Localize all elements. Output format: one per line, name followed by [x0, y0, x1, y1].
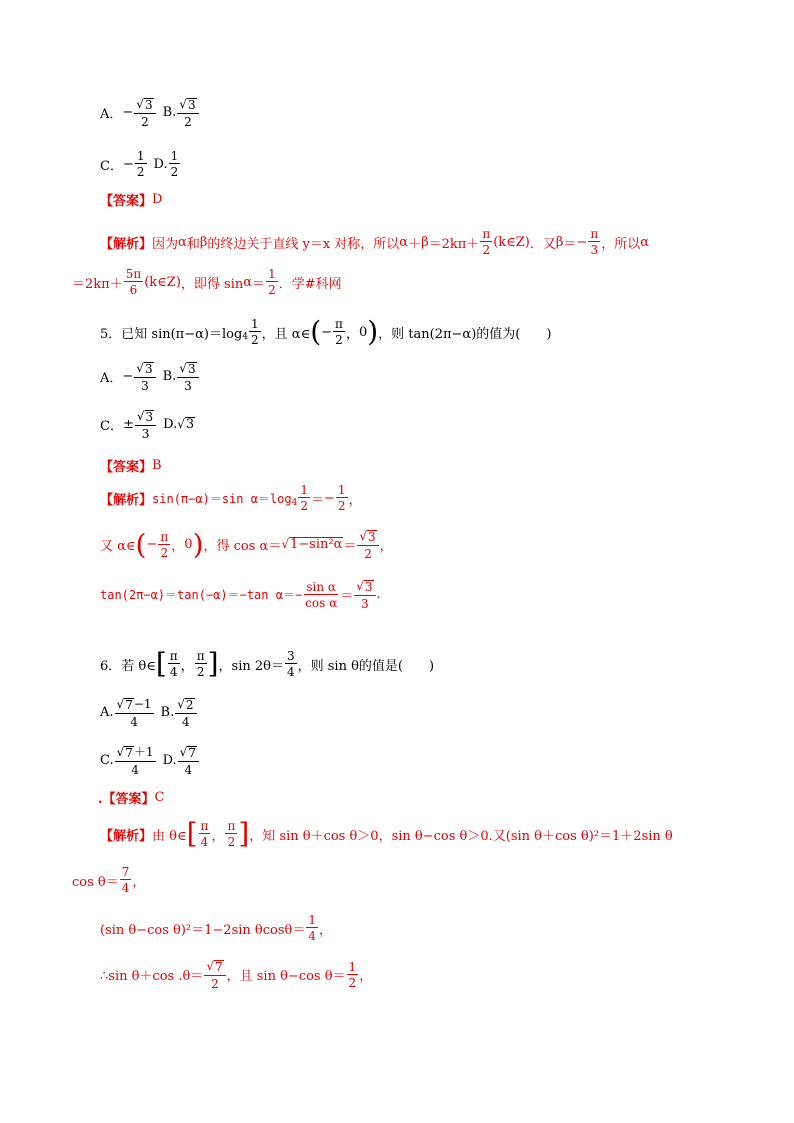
math-text: (k∈Z)	[493, 234, 530, 250]
math-text: 2	[185, 698, 194, 712]
fraction	[306, 914, 318, 942]
fraction	[199, 820, 211, 848]
q5-solution-line3	[100, 580, 381, 610]
math-text: 4	[121, 881, 130, 895]
math-text: 1−sin²α	[290, 537, 343, 553]
math-text: (sin θ−cos θ)²＝1−2sin θcosθ＝	[100, 922, 306, 938]
math-text: 2	[337, 499, 346, 513]
square-root: √ 3	[357, 530, 378, 546]
q5-options-cd	[100, 410, 195, 440]
math-text: 4	[169, 665, 178, 679]
math-text: A．	[100, 371, 123, 387]
math-text: ，	[345, 326, 359, 342]
math-text: −	[324, 490, 335, 506]
fraction	[168, 650, 180, 678]
math-text: (k∈Z)	[144, 274, 181, 290]
q4-options-ab	[100, 98, 200, 128]
math-text: −	[576, 234, 588, 250]
math-text: 和	[186, 236, 200, 252]
math-text: β	[421, 234, 429, 250]
q5-options-ab	[100, 362, 200, 392]
fraction	[124, 268, 144, 296]
fraction	[357, 530, 378, 560]
math-text: D	[152, 192, 163, 207]
q6-options-cd	[100, 746, 200, 776]
math-text: 的终边关于直线 y＝x 对称，所以	[207, 236, 400, 252]
fraction	[225, 820, 237, 848]
math-text: 2	[141, 114, 149, 129]
math-text: π	[482, 227, 491, 241]
fraction	[204, 960, 225, 990]
math-text: 0	[358, 324, 368, 340]
math-text: C．	[100, 158, 123, 174]
math-text: ，	[379, 539, 393, 555]
math-text: 2	[136, 165, 145, 179]
math-text: 7	[188, 746, 196, 760]
math-text: ，	[348, 492, 362, 508]
math-text: 2	[184, 114, 192, 129]
math-text: 7	[125, 698, 133, 712]
opt-b-label: B.	[162, 105, 177, 121]
math-text: 3	[144, 362, 153, 376]
math-text: A.	[100, 705, 114, 721]
math-text: 4	[286, 665, 295, 679]
math-text: ＝	[563, 236, 577, 252]
math-text: 3	[141, 426, 150, 441]
math-text: 1	[337, 483, 346, 497]
fraction	[169, 150, 181, 178]
math-text: .【答案】	[98, 792, 155, 807]
math-text: 4	[182, 714, 190, 729]
math-text: 6	[129, 283, 138, 297]
math-text: 4	[200, 835, 209, 849]
math-text: 3	[286, 649, 295, 663]
fraction	[195, 650, 207, 678]
math-text: ∴sin θ＋cos .θ＝	[100, 969, 204, 985]
math-text: 5．已知 sin(π−α)＝log	[100, 326, 243, 342]
math-text: (	[135, 528, 147, 562]
square-root: √ 3	[135, 410, 156, 426]
square-root: √ 7	[116, 745, 133, 760]
fraction	[177, 98, 198, 128]
square-root: √ 3	[177, 362, 198, 378]
math-text: D.	[153, 156, 168, 172]
math-text: 【答案】	[100, 194, 153, 209]
fraction	[303, 581, 339, 609]
math-text: sin α	[306, 579, 337, 594]
fraction	[120, 866, 132, 894]
math-text: ，	[319, 922, 333, 938]
math-text: −	[122, 369, 134, 385]
math-text: ，则 tan(2π−α)的值为( )	[378, 326, 552, 342]
math-text: 因为	[152, 236, 179, 252]
math-text: ，	[211, 828, 225, 844]
q6-solution-line3	[100, 914, 332, 942]
fraction	[336, 484, 348, 512]
square-root: √ 3	[134, 362, 155, 378]
math-text: 由 θ∈	[152, 828, 187, 844]
math-text: ]	[238, 817, 250, 851]
math-text: B.	[160, 705, 175, 721]
fraction	[158, 531, 170, 559]
math-text: ，	[132, 874, 146, 890]
math-text: .	[376, 587, 381, 603]
math-text: ]	[207, 647, 219, 681]
math-text: 7	[125, 746, 133, 760]
fraction	[480, 228, 492, 256]
math-text: C	[154, 790, 165, 805]
q4-solution-line1	[100, 228, 649, 256]
q6-solution-line2	[72, 866, 145, 894]
math-text: 【解析】	[100, 236, 153, 252]
math-text: 2	[482, 243, 491, 257]
math-text: 2	[227, 835, 236, 849]
q4-answer	[100, 190, 162, 209]
math-text: [	[155, 647, 167, 681]
math-text: )	[367, 315, 379, 349]
math-text: 4	[308, 929, 316, 943]
math-text: 2	[251, 333, 259, 347]
q5-solution-line1	[100, 484, 362, 512]
math-text: ，	[171, 539, 185, 555]
square-root: √ 1−sin²α	[281, 537, 343, 553]
math-text: π	[227, 819, 236, 833]
math-text: ±	[122, 417, 134, 433]
math-text: 4	[130, 714, 138, 729]
math-text: [	[186, 817, 198, 851]
math-text: ，	[180, 658, 194, 674]
q5-stem	[100, 315, 552, 349]
fraction	[135, 410, 156, 440]
math-text: cos α	[305, 595, 338, 610]
math-text: ，知 sin θ＋cos θ＞0，sin θ−cos θ＞0.又(sin θ＋cos θ)²＝1＋2sin θ	[249, 828, 673, 844]
math-text: cos θ＝	[72, 874, 119, 890]
math-text: 5π	[125, 267, 142, 281]
fraction	[177, 362, 198, 392]
math-text: 【解析】	[100, 492, 153, 508]
math-text: β	[199, 234, 208, 250]
fraction	[134, 98, 155, 128]
opt-a-label: A．	[100, 107, 123, 123]
math-text: tan(2π−α)＝tan(−α)＝−tan α＝−	[100, 588, 303, 603]
math-text: 又 α∈	[100, 539, 136, 555]
math-text: 2	[196, 665, 205, 679]
math-text: ，sin 2θ＝	[218, 658, 284, 674]
math-text: α	[178, 234, 187, 250]
fraction	[135, 150, 147, 178]
math-text: 2	[211, 976, 219, 991]
math-text: ＝2kπ＋	[428, 236, 480, 252]
math-text: 7	[214, 960, 223, 974]
fraction	[115, 746, 156, 776]
square-root: √ 2	[175, 698, 196, 714]
math-text: 3	[145, 410, 154, 424]
math-text: D.	[162, 753, 177, 769]
math-text: 0	[184, 537, 193, 553]
math-text: 2	[364, 546, 372, 561]
square-root: √ 7	[178, 746, 199, 762]
math-text: 3	[141, 378, 149, 393]
math-text: 【解析】	[100, 828, 153, 844]
math-text: ，且 α∈	[261, 326, 311, 342]
math-text: ．学#科网	[278, 276, 342, 292]
square-root: √ 7	[204, 960, 225, 976]
square-root: √ 7	[116, 697, 133, 712]
math-text: π	[160, 529, 169, 544]
math-text: α	[640, 234, 650, 250]
math-text: 4	[291, 498, 298, 508]
math-text: ，则 sin θ的值是( )	[297, 658, 435, 674]
math-text: 2	[268, 283, 276, 297]
math-text: ＝	[252, 276, 266, 292]
math-text: 4	[131, 762, 139, 777]
fraction	[115, 698, 154, 728]
fraction	[347, 961, 359, 989]
math-text: 3	[368, 530, 376, 544]
math-text: π	[169, 649, 178, 663]
q6-options-ab	[100, 698, 198, 728]
math-text: ，得 cos α＝	[203, 539, 282, 555]
math-text: 3	[185, 417, 195, 433]
math-text: 3	[361, 596, 369, 611]
q6-solution-line1	[100, 817, 673, 851]
math-text: π	[590, 227, 599, 241]
math-text: D.	[163, 417, 178, 433]
q6-answer	[98, 788, 164, 807]
fraction	[354, 580, 375, 610]
square-root: √ 3	[354, 580, 375, 596]
q4-solution-line2	[72, 268, 342, 296]
math-text: )	[192, 528, 204, 562]
q6-solution-line4	[100, 960, 372, 990]
math-text: π	[335, 317, 343, 331]
math-text: 1	[136, 149, 145, 163]
fraction	[266, 268, 278, 296]
square-root: √ 3	[177, 98, 198, 114]
math-text: 7	[121, 865, 130, 879]
math-text: C．	[100, 419, 123, 435]
math-text: 1	[170, 149, 179, 163]
fraction	[134, 362, 155, 392]
math-text: ＋1	[133, 745, 154, 759]
fraction	[588, 228, 600, 256]
fraction	[285, 650, 297, 678]
math-text: sin(π−α)＝sin α＝log	[152, 491, 292, 506]
math-text: −1	[133, 697, 152, 711]
q5-answer	[100, 456, 162, 475]
q4-options-cd	[100, 150, 181, 178]
math-text: −	[321, 324, 333, 340]
q5-solution-line2	[100, 530, 393, 560]
math-text: 3	[187, 98, 196, 112]
fraction	[298, 484, 310, 512]
math-text: π	[196, 649, 205, 663]
math-text: ，所以	[601, 236, 641, 252]
math-text: ，	[359, 969, 373, 985]
math-text: −	[122, 105, 134, 121]
math-text: 6．若 θ∈	[100, 658, 156, 674]
math-text: 2	[170, 165, 179, 179]
math-text: ＝	[311, 492, 325, 508]
math-text: α	[399, 234, 409, 250]
fraction	[175, 698, 196, 728]
math-text: 4	[184, 762, 193, 777]
math-text: ，即得 sin	[180, 276, 244, 292]
math-text: ．又	[529, 236, 556, 252]
math-text: B	[152, 458, 162, 473]
math-text: ＝	[343, 539, 357, 555]
math-text: ＋	[408, 236, 422, 252]
math-text: π	[200, 819, 209, 833]
math-text: 3	[144, 98, 153, 112]
math-text: 1	[348, 959, 357, 974]
math-text: 3	[590, 243, 599, 257]
math-text: ＝	[340, 589, 354, 605]
square-root: √ 3	[134, 98, 155, 114]
q6-stem	[100, 647, 435, 681]
math-text: B.	[162, 369, 177, 385]
fraction	[333, 318, 345, 346]
math-text: 2	[300, 499, 308, 513]
math-text: ＝2kπ＋	[72, 276, 123, 292]
math-text: 4	[242, 332, 249, 342]
math-text: 【答案】	[100, 460, 153, 475]
math-text: 3	[364, 580, 373, 594]
math-text: 1	[268, 267, 276, 281]
math-text: (	[310, 315, 322, 349]
math-text: 3	[184, 378, 192, 393]
math-text: α	[243, 274, 253, 290]
math-text: 2	[160, 545, 169, 560]
math-text: 2	[335, 333, 343, 347]
math-text: C.	[100, 753, 114, 769]
math-text: 1	[300, 483, 308, 497]
math-text: 1	[251, 317, 259, 331]
fraction	[178, 746, 199, 776]
math-text: 1	[308, 913, 316, 927]
math-text: ，且 sin θ−cos θ＝	[226, 969, 346, 985]
square-root: √ 3	[177, 417, 195, 433]
fraction	[249, 318, 261, 346]
math-text: −	[146, 537, 158, 553]
math-text: −	[122, 156, 134, 172]
math-text: 3	[187, 362, 196, 376]
math-text: β	[555, 234, 564, 250]
math-text: 2	[348, 975, 357, 990]
